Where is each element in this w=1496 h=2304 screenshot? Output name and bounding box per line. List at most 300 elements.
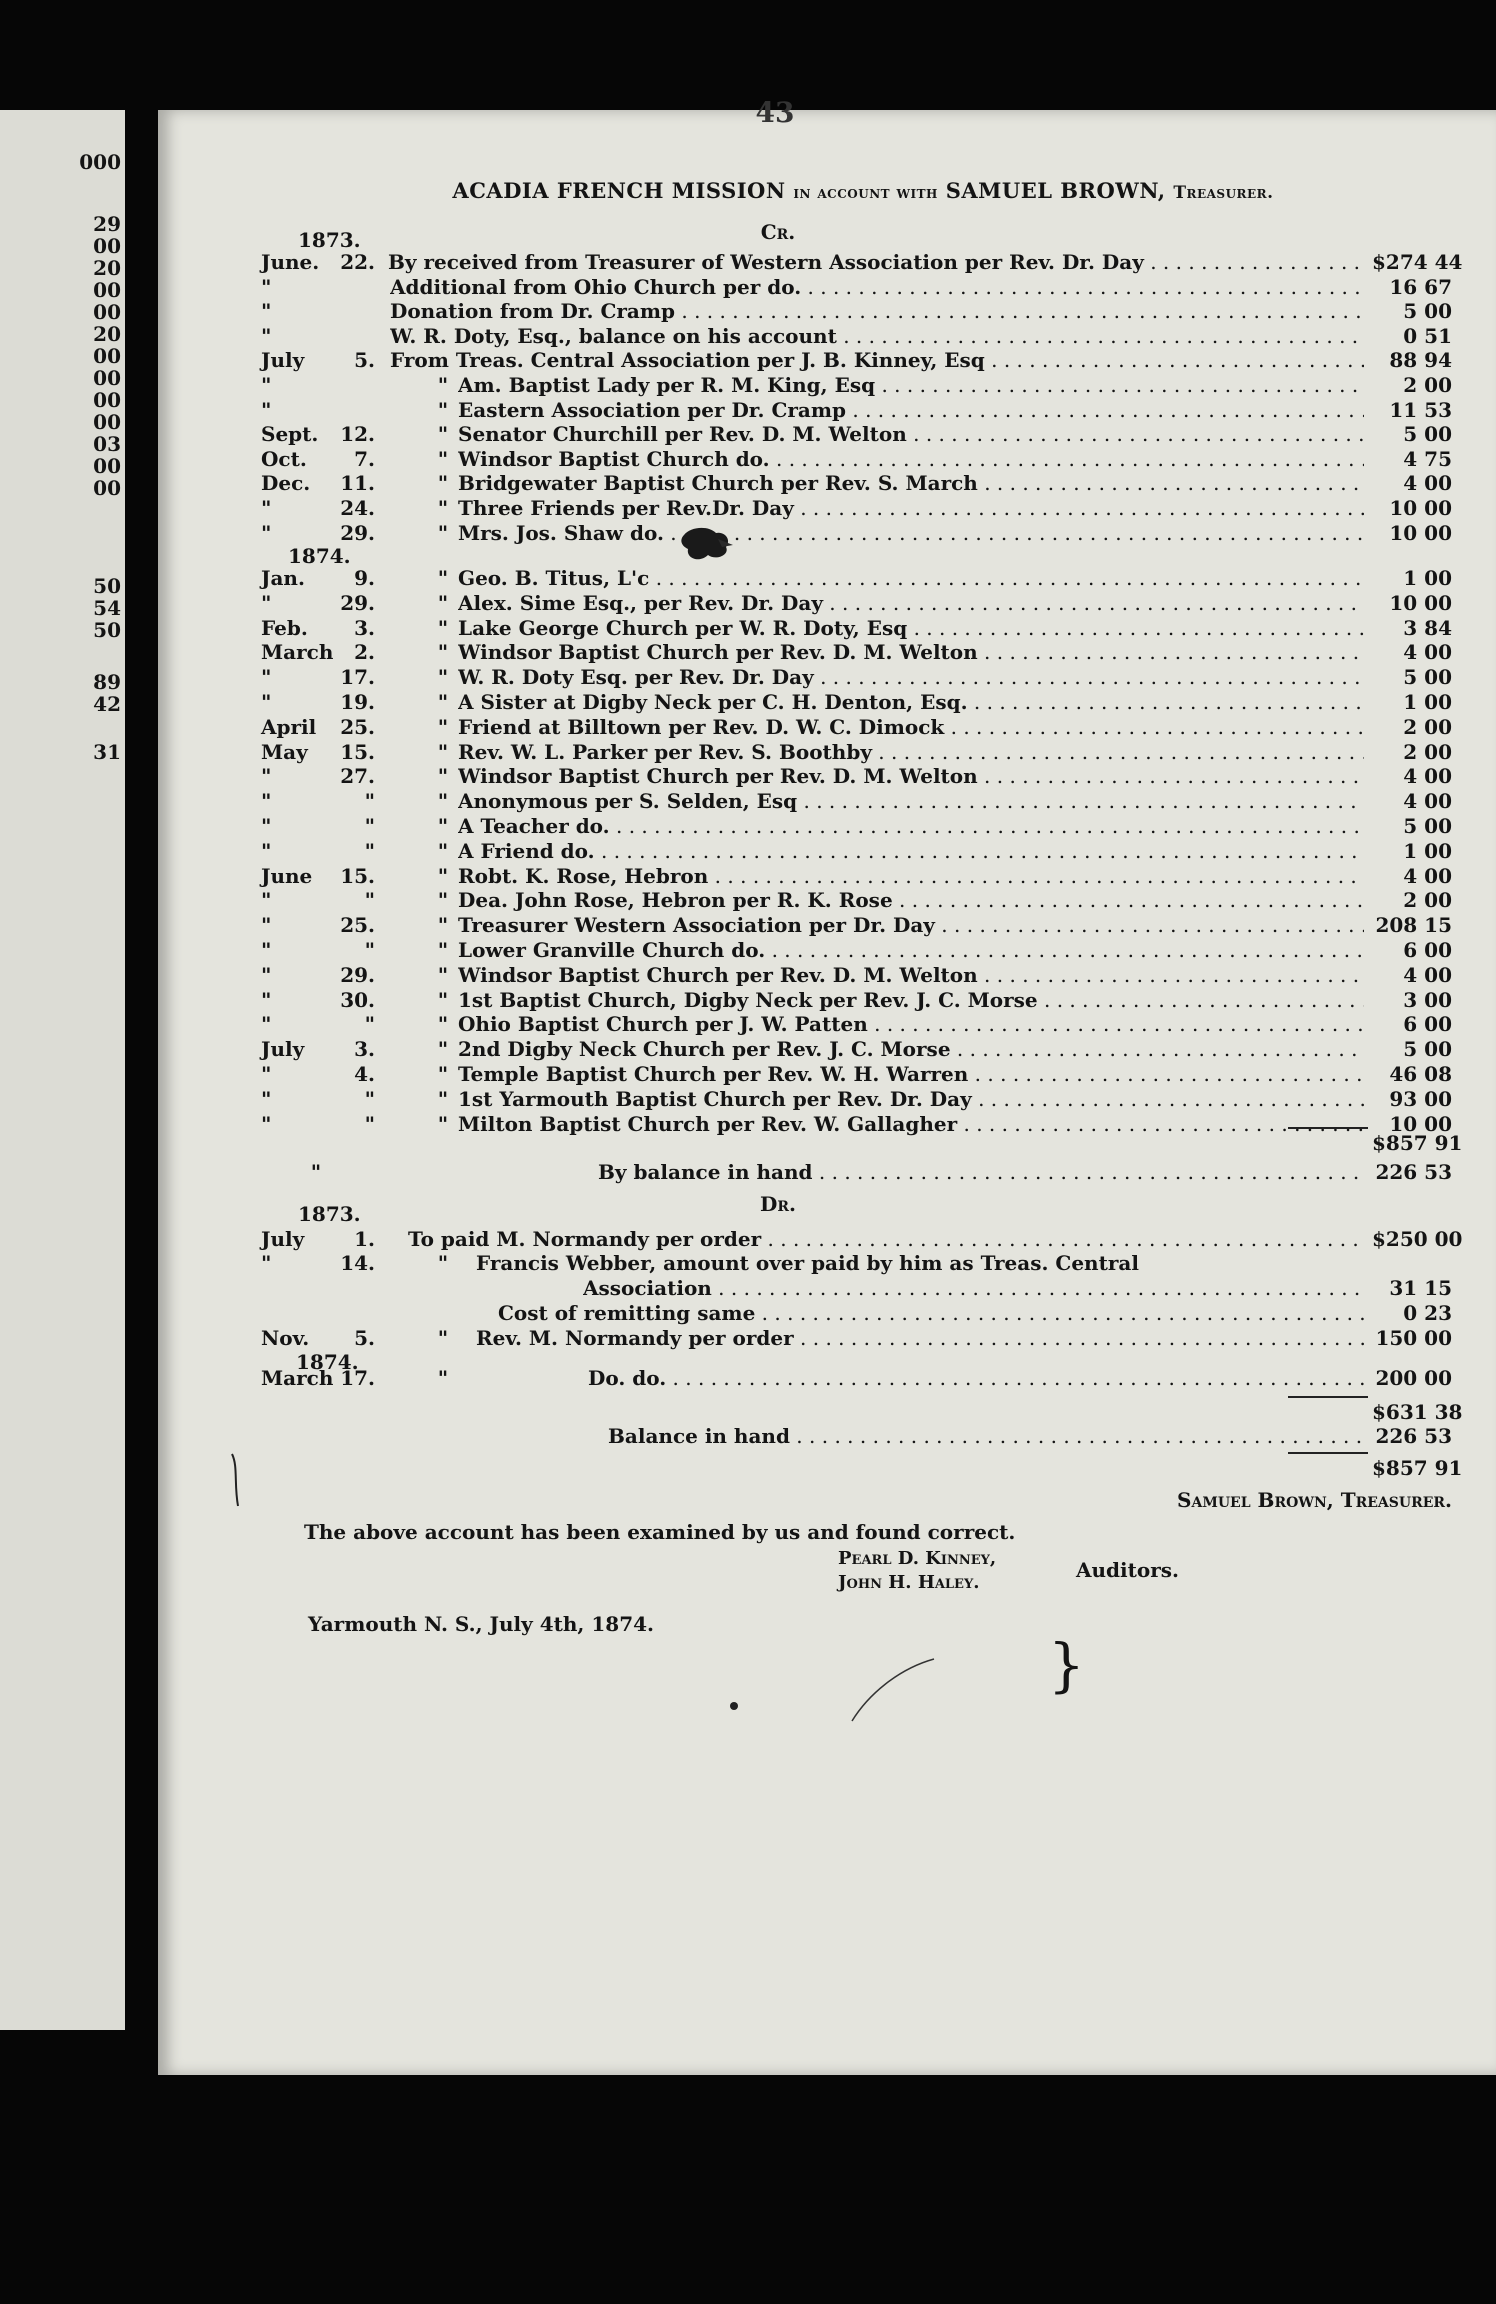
ditto-mark: ": [437, 962, 449, 987]
auditors-brace: }: [1048, 1631, 1085, 1699]
left-page-amount: 00: [93, 234, 121, 258]
entry-day: ": [364, 1111, 375, 1136]
entry-date: [261, 665, 386, 690]
entry-amount: 10 00: [1389, 496, 1452, 520]
credit-entry-row: [158, 566, 1496, 591]
left-page-amount: 00: [93, 278, 121, 302]
entry-day: 5.: [354, 1326, 375, 1350]
ditto-mark: ": [437, 938, 449, 962]
left-page-amount: 00: [93, 300, 121, 324]
credit-total: $857 91: [1372, 1131, 1463, 1155]
debit-year-1874: 1874.: [296, 1350, 359, 1374]
entry-month: ": [261, 520, 272, 545]
debit-entry-row: [158, 1251, 1496, 1276]
entry-amount: 1 00: [1403, 690, 1452, 714]
entry-amount: 3 84: [1403, 615, 1452, 640]
place-date: Yarmouth N. S., July 4th, 1874.: [308, 1612, 654, 1636]
entry-day: ": [364, 838, 375, 863]
entry-description: Eastern Association per Dr. Cramp . . .: [458, 398, 1364, 423]
entry-description: 1st Yarmouth Baptist Church per Rev. Dr. Day . . .: [458, 1087, 1364, 1112]
entry-amount: 5 00: [1403, 299, 1452, 324]
entry-month: ": [261, 299, 272, 324]
entry-date: [261, 275, 386, 300]
entry-amount: 208 15: [1375, 913, 1452, 938]
left-page-amount: 29: [93, 212, 121, 236]
entry-date: [261, 521, 386, 546]
credit-entry-row: [158, 764, 1496, 789]
ditto-mark: ": [437, 1062, 449, 1086]
debit-entry-row: [158, 1326, 1496, 1351]
entry-month: ": [261, 373, 272, 397]
entry-amount: 4 00: [1403, 471, 1452, 496]
entry-date: [261, 1037, 386, 1062]
ditto-mark: ": [437, 1086, 449, 1111]
entry-amount: 0 23: [1403, 1301, 1452, 1325]
left-page-amount: 00: [93, 366, 121, 390]
entry-amount: 1 00: [1403, 566, 1452, 590]
entry-description: From Treas. Central Association per J. B. Kinney, Esq . . .: [390, 348, 1364, 373]
entry-description: Lower Granville Church do. . . .: [458, 938, 1364, 963]
entry-date: [261, 690, 386, 715]
debit-subtotal: $631 38: [1372, 1400, 1463, 1424]
entry-amount: 150 00: [1375, 1326, 1452, 1350]
entry-amount: 4 75: [1403, 446, 1452, 471]
credit-total-row: [158, 1131, 1496, 1156]
entry-date: [261, 422, 386, 447]
credit-entry-row: [158, 398, 1496, 423]
left-page-amount: 00: [93, 410, 121, 434]
entry-date: [261, 250, 386, 275]
entry-description: Windsor Baptist Church do. . . .: [458, 447, 1364, 472]
entry-amount: 2 00: [1403, 739, 1452, 764]
entry-amount: 4 00: [1403, 962, 1452, 987]
entry-amount: 11 53: [1389, 397, 1452, 422]
entry-date: [261, 496, 386, 521]
entry-day: 30.: [340, 987, 375, 1012]
entry-day: 24.: [340, 496, 375, 520]
entry-day: 19.: [340, 690, 375, 714]
credit-entry-row: [158, 864, 1496, 889]
ditto-mark: ": [437, 838, 449, 863]
entry-day: 3.: [354, 615, 375, 640]
entry-description: Robt. K. Rose, Hebron . . .: [458, 864, 1364, 889]
entry-amount: $274 44: [1372, 250, 1463, 274]
entry-month: ": [261, 690, 272, 714]
credit-entry-row: [158, 988, 1496, 1013]
debit-entry-row: [158, 1301, 1496, 1326]
entry-month: ": [261, 938, 272, 962]
entry-day: 29.: [340, 520, 375, 545]
entry-amount: 4 00: [1403, 640, 1452, 665]
entry-day: 14.: [340, 1251, 375, 1275]
entry-day: ": [364, 1086, 375, 1111]
entry-description: A Sister at Digby Neck per C. H. Denton, Esq. . . .: [458, 690, 1364, 715]
ditto-mark: ": [437, 422, 449, 447]
entry-day: 29.: [340, 590, 375, 615]
entry-amount: 6 00: [1403, 938, 1452, 962]
entry-description: Windsor Baptist Church per Rev. D. M. Welton . . .: [458, 963, 1364, 988]
entry-amount: 5 00: [1403, 1037, 1452, 1062]
entry-description: Francis Webber, amount over paid by him as Treas. Central: [476, 1251, 1139, 1275]
left-page-amount: 00: [93, 388, 121, 412]
entry-month: July: [261, 1227, 305, 1251]
entry-month: ": [261, 838, 272, 863]
entry-month: ": [261, 962, 272, 987]
entry-date: [261, 888, 386, 913]
entry-month: July: [261, 348, 305, 373]
entry-amount: 88 94: [1389, 348, 1452, 373]
ditto-mark: ": [437, 690, 449, 714]
ditto-mark: ": [437, 764, 449, 789]
entry-date: [261, 839, 386, 864]
entry-description: Do. do. . . .: [588, 1366, 1364, 1391]
left-page-amount: 50: [93, 618, 121, 642]
left-page-amount: 20: [93, 322, 121, 346]
entry-amount: 0 51: [1403, 323, 1452, 348]
credit-entry-row: [158, 740, 1496, 765]
credit-entry-row: [158, 963, 1496, 988]
credit-year-1873: 1873.: [298, 228, 361, 252]
credit-entry-row: [158, 938, 1496, 963]
left-page-amount: 03: [93, 432, 121, 456]
credit-year-1874: 1874.: [288, 544, 351, 568]
entry-month: May: [261, 739, 308, 764]
ditto-mark: ": [437, 1037, 449, 1062]
entry-date: [261, 963, 386, 988]
entry-day: 11.: [340, 471, 375, 496]
credit-entry-row: [158, 715, 1496, 740]
entry-day: 29.: [340, 962, 375, 987]
debit-subtotal-row: [158, 1400, 1496, 1425]
entry-description: Am. Baptist Lady per R. M. King, Esq . . .: [458, 373, 1364, 398]
entry-month: Jan.: [261, 566, 305, 590]
credit-entry-row: [158, 496, 1496, 521]
ink-blot: [678, 525, 733, 563]
entry-month: ": [261, 1086, 272, 1111]
credit-entry-row: [158, 814, 1496, 839]
left-page-amount: 54: [93, 596, 121, 620]
debit-total-rule: [1288, 1452, 1368, 1454]
entry-amount: 3 00: [1403, 987, 1452, 1012]
auditors-label: Auditors.: [1076, 1558, 1179, 1582]
entry-description: Mrs. Jos. Shaw do. . . .: [458, 521, 1364, 546]
entry-description: Dea. John Rose, Hebron per R. K. Rose . . .: [458, 888, 1364, 913]
entry-day: 9.: [354, 566, 375, 590]
entry-date: [261, 1012, 386, 1037]
left-page-amount: 000: [79, 150, 121, 174]
credit-entry-row: [158, 521, 1496, 546]
debit-balance-row: [158, 1424, 1496, 1449]
debit-total: $857 91: [1372, 1456, 1463, 1480]
entry-description: Milton Baptist Church per Rev. W. Gallagher . . .: [458, 1112, 1364, 1137]
ditto-mark: ": [437, 615, 449, 640]
entry-date: [261, 988, 386, 1013]
left-page-amount: 20: [93, 256, 121, 280]
entry-day: ": [364, 888, 375, 913]
credit-entry-row: [158, 447, 1496, 472]
entry-description: Anonymous per S. Selden, Esq . . .: [458, 789, 1364, 814]
ditto-mark: ": [437, 446, 449, 471]
ditto-mark: ": [437, 665, 449, 690]
entry-month: ": [261, 987, 272, 1012]
entry-description: Windsor Baptist Church per Rev. D. M. Welton . . .: [458, 764, 1364, 789]
entry-month: Oct.: [261, 446, 307, 471]
entry-month: ": [261, 814, 272, 838]
entry-description: Rev. M. Normandy per order . . .: [476, 1326, 1364, 1351]
examined-statement: The above account has been examined by us and found correct.: [304, 1520, 1016, 1544]
entry-date: [261, 471, 386, 496]
heading-title: Treasurer.: [1173, 183, 1274, 203]
entry-month: ": [261, 274, 272, 299]
entry-amount: 93 00: [1389, 1086, 1452, 1111]
entry-month: Dec.: [261, 471, 311, 496]
page-heading: [318, 178, 1408, 203]
entry-day: 12.: [340, 422, 375, 447]
debit-balance-amount: 226 53: [1375, 1424, 1452, 1448]
credit-entry-row: [158, 1062, 1496, 1087]
entry-date: [261, 373, 386, 398]
ditto-mark: ": [437, 913, 449, 938]
ditto-mark: ": [437, 1366, 449, 1390]
ditto-mark: ": [437, 520, 449, 545]
entry-month: April: [261, 714, 317, 739]
entry-description: 2nd Digby Neck Church per Rev. J. C. Morse . . .: [458, 1037, 1364, 1062]
ditto-mark: ": [437, 714, 449, 739]
entry-amount: 4 00: [1403, 789, 1452, 814]
entry-month: Feb.: [261, 615, 308, 640]
credit-entry-row: [158, 789, 1496, 814]
entry-amount: 31 15: [1389, 1276, 1452, 1300]
heading-treasurer: SAMUEL BROWN,: [945, 178, 1166, 203]
ditto-mark: ": [437, 739, 449, 764]
entry-month: March: [261, 1366, 334, 1390]
entry-day: 1.: [354, 1227, 375, 1251]
entry-day: 17.: [340, 665, 375, 690]
entry-description: Cost of remitting same . . .: [498, 1301, 1364, 1326]
credit-entry-row: [158, 888, 1496, 913]
credit-entry-row: [158, 275, 1496, 300]
credit-entry-row: [158, 640, 1496, 665]
entry-description: By received from Treasurer of Western Association per Rev. Dr. Day . . .: [388, 250, 1364, 275]
entry-description: 1st Baptist Church, Digby Neck per Rev. J. C. Morse . . .: [458, 988, 1364, 1013]
credit-label: Cr.: [760, 220, 796, 244]
ink-dot: [728, 1700, 740, 1712]
debit-entry-row: [158, 1276, 1496, 1301]
entry-day: ": [364, 789, 375, 814]
pen-mark: [848, 1655, 938, 1725]
entry-amount: 200 00: [1375, 1366, 1452, 1390]
credit-balance-amount: 226 53: [1375, 1160, 1452, 1184]
entry-description: A Friend do. . . .: [458, 839, 1364, 864]
entry-amount: 10 00: [1389, 1111, 1452, 1136]
entry-day: 5.: [354, 348, 375, 373]
entry-description: Lake George Church per W. R. Doty, Esq . . .: [458, 616, 1364, 641]
ditto-mark: ": [437, 1111, 449, 1136]
credit-entry-row: [158, 324, 1496, 349]
entry-month: ": [261, 397, 272, 422]
entry-day: 22.: [340, 250, 375, 274]
entry-day: 25.: [340, 714, 375, 739]
credit-entry-row: [158, 373, 1496, 398]
ditto-mark: ": [437, 566, 449, 590]
entry-month: ": [261, 1251, 272, 1275]
entry-month: ": [261, 1012, 272, 1037]
credit-entry-row: [158, 299, 1496, 324]
entry-date: [261, 1276, 386, 1301]
ditto-mark: ": [437, 397, 449, 422]
left-page-amount: 00: [93, 476, 121, 500]
entry-amount: 2 00: [1403, 373, 1452, 397]
heading-org: ACADIA FRENCH MISSION: [452, 178, 786, 203]
credit-entry-row: [158, 1012, 1496, 1037]
credit-entry-row: [158, 348, 1496, 373]
entry-date: [261, 591, 386, 616]
credit-entry-row: [158, 471, 1496, 496]
credit-entry-row: [158, 839, 1496, 864]
entry-date: [261, 789, 386, 814]
entry-month: ": [261, 323, 272, 348]
entry-description: Donation from Dr. Cramp . . .: [390, 299, 1364, 324]
pen-mark: [228, 1450, 248, 1510]
entry-month: June.: [261, 250, 320, 274]
entry-date: [261, 324, 386, 349]
entry-month: ": [261, 888, 272, 913]
left-page-amount: 50: [93, 574, 121, 598]
entry-description: Temple Baptist Church per Rev. W. H. Warren . . .: [458, 1062, 1364, 1087]
entry-date: [261, 447, 386, 472]
ditto-mark: ": [437, 789, 449, 814]
entry-amount: 10 00: [1389, 590, 1452, 615]
entry-description: Rev. W. L. Parker per Rev. S. Boothby . . .: [458, 740, 1364, 765]
entry-amount: 5 00: [1403, 814, 1452, 838]
debit-year-1873: 1873.: [298, 1202, 361, 1226]
entry-date: [261, 938, 386, 963]
entry-day: ": [364, 938, 375, 962]
entry-description: Windsor Baptist Church per Rev. D. M. Welton . . .: [458, 640, 1364, 665]
entry-amount: 4 00: [1403, 863, 1452, 888]
credit-entry-row: [158, 616, 1496, 641]
entry-day: 17.: [340, 1366, 375, 1390]
entry-day: ": [364, 814, 375, 838]
entry-date: [261, 814, 386, 839]
credit-entry-row: [158, 690, 1496, 715]
entry-month: ": [261, 764, 272, 789]
entry-month: March: [261, 640, 334, 665]
entry-day: 2.: [354, 640, 375, 665]
credit-balance-row: [158, 1160, 1496, 1185]
entry-description: Senator Churchill per Rev. D. M. Welton . . .: [458, 422, 1364, 447]
left-page-amount: 31: [93, 740, 121, 764]
entry-date: [261, 715, 386, 740]
entry-day: 15.: [340, 739, 375, 764]
page-number: 43: [755, 96, 795, 129]
entry-month: July: [261, 1037, 305, 1062]
entry-amount: $250 00: [1372, 1227, 1463, 1251]
credit-entry-row: [158, 665, 1496, 690]
credit-entry-row: [158, 1037, 1496, 1062]
entry-month: ": [261, 1062, 272, 1086]
credit-entry-row: [158, 913, 1496, 938]
ditto-mark: ": [437, 471, 449, 496]
ditto-mark: ": [437, 888, 449, 913]
left-page-amount: 89: [93, 670, 121, 694]
entry-date: [261, 913, 386, 938]
entry-description: Association . . .: [583, 1276, 1364, 1301]
entry-day: 3.: [354, 1037, 375, 1062]
entry-amount: 5 00: [1403, 422, 1452, 447]
entry-description: Friend at Billtown per Rev. D. W. C. Dimock . . .: [458, 715, 1364, 740]
entry-date: [261, 1251, 386, 1276]
entry-month: ": [261, 590, 272, 615]
entry-description: Geo. B. Titus, L'c . . .: [458, 566, 1364, 591]
entry-description: Alex. Sime Esq., per Rev. Dr. Day . . .: [458, 591, 1364, 616]
entry-day: 25.: [340, 913, 375, 938]
ditto-mark: ": [437, 1326, 449, 1350]
treasurer-signature: Samuel Brown, Treasurer.: [1177, 1488, 1452, 1512]
entry-description: Bridgewater Baptist Church per Rev. S. March . . .: [458, 471, 1364, 496]
ditto-mark: ": [437, 814, 449, 838]
ditto-mark: ": [437, 640, 449, 665]
entry-amount: 2 00: [1403, 888, 1452, 913]
entry-month: ": [261, 789, 272, 814]
entry-amount: 4 00: [1403, 764, 1452, 789]
heading-mid: in account with: [793, 183, 938, 203]
credit-total-rule: [1288, 1127, 1368, 1129]
entry-amount: 6 00: [1403, 1012, 1452, 1037]
left-page-amount: 42: [93, 692, 121, 716]
auditor-kinney: Pearl D. Kinney,: [838, 1548, 997, 1569]
entry-description: Three Friends per Rev.Dr. Day . . .: [458, 496, 1364, 521]
entry-month: ": [261, 496, 272, 520]
credit-balance-label: By balance in hand . . .: [598, 1160, 1364, 1185]
entry-description: W. R. Doty, Esq., balance on his account . . .: [390, 324, 1364, 349]
entry-day: ": [364, 1012, 375, 1037]
entry-month: June: [261, 863, 313, 888]
entry-date: [261, 348, 386, 373]
entry-amount: 5 00: [1403, 665, 1452, 690]
entry-date: [261, 299, 386, 324]
entry-month: ": [261, 665, 272, 690]
entry-month: Sept.: [261, 422, 319, 447]
entry-description: Treasurer Western Association per Dr. Day . . .: [458, 913, 1364, 938]
entry-day: 4.: [354, 1062, 375, 1086]
auditor-haley: John H. Haley.: [838, 1572, 980, 1593]
entry-amount: 1 00: [1403, 838, 1452, 863]
entry-day: 15.: [340, 863, 375, 888]
ditto-mark: ": [310, 1160, 322, 1184]
debit-entry-row: [158, 1227, 1496, 1252]
ledger-page: [158, 96, 1496, 2075]
debit-entry-row: [158, 1366, 1496, 1391]
entry-description: Ohio Baptist Church per J. W. Patten . . .: [458, 1012, 1364, 1037]
credit-entry-row: [158, 591, 1496, 616]
entry-month: ": [261, 913, 272, 938]
entry-date: [261, 616, 386, 641]
entry-day: 7.: [354, 446, 375, 471]
credit-entry-row: [158, 250, 1496, 275]
entry-date: [261, 566, 386, 591]
entry-date: [261, 1326, 386, 1351]
entry-month: ": [261, 1111, 272, 1136]
entry-date: [261, 1087, 386, 1112]
entry-date: [261, 1062, 386, 1087]
entry-day: 27.: [340, 764, 375, 789]
ditto-mark: ": [437, 863, 449, 888]
entry-amount: 2 00: [1403, 714, 1452, 739]
left-page-fragment: [0, 110, 125, 2030]
entry-description: W. R. Doty Esq. per Rev. Dr. Day . . .: [458, 665, 1364, 690]
debit-balance-label: Balance in hand . . .: [608, 1424, 1364, 1449]
